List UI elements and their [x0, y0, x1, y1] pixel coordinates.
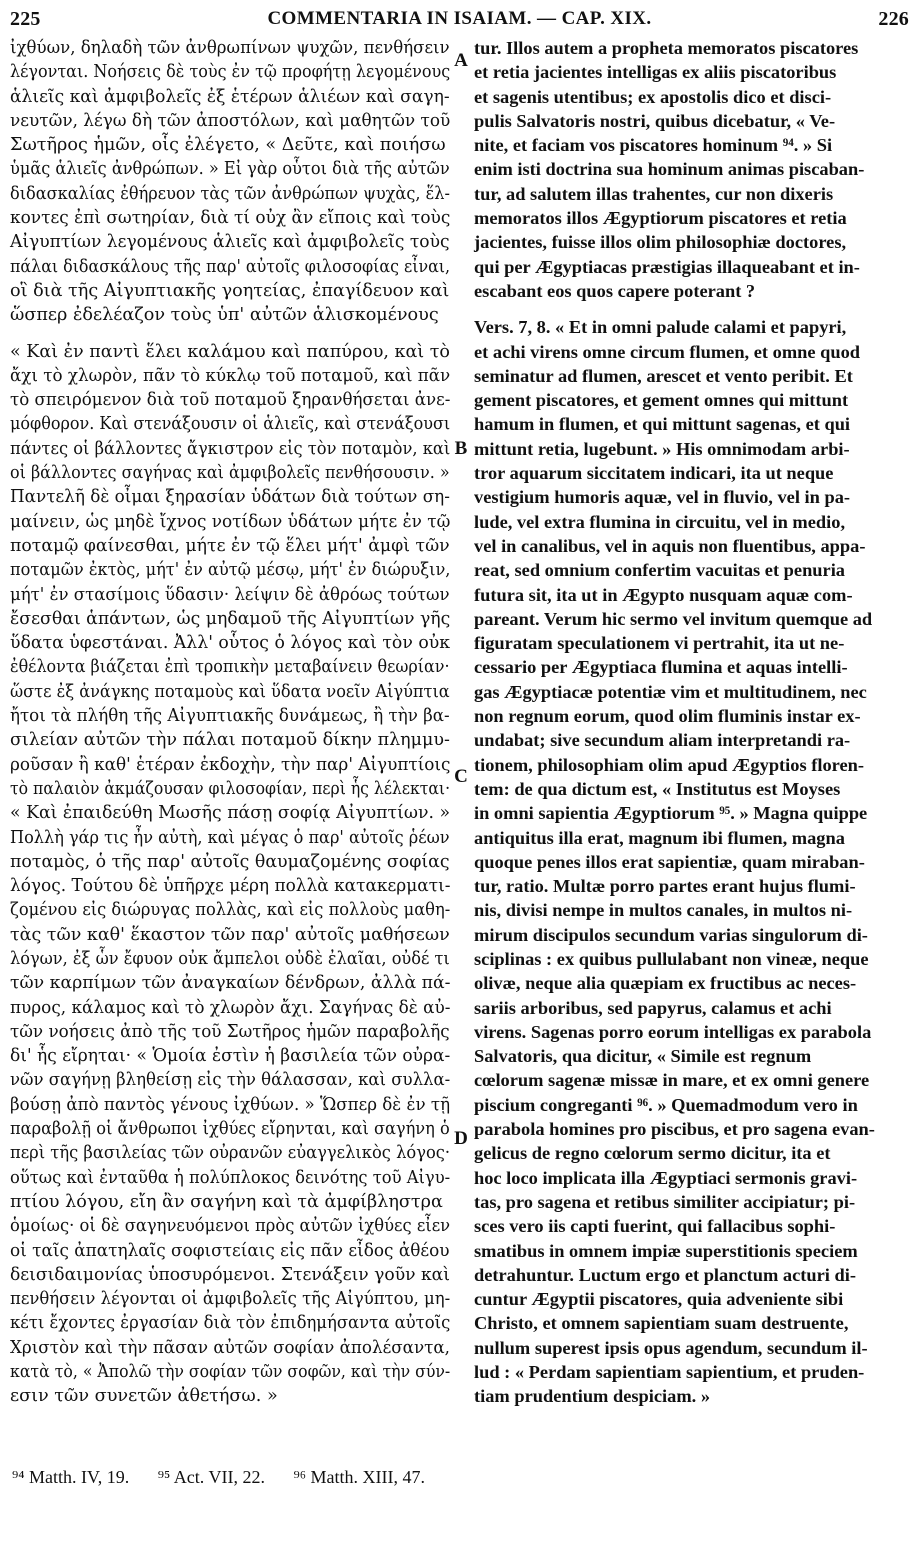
- text-line: tiam prudentium despiciam. »: [474, 1386, 711, 1407]
- text-line: virens. Sagenas porro eorum intelligas ex parabola: [474, 1021, 872, 1042]
- text-line: qui per Ægyptiacas præstigias illaqueabant et in-: [474, 256, 860, 277]
- text-line: hoc loco implicata illa Ægyptiaci sermonis gravi-: [474, 1167, 858, 1188]
- text-line: πάντες οἱ βάλλοντες ἄγκιστρον εἰς τὸν ποταμὸν, καὶ: [10, 438, 451, 459]
- text-line: vel in canalibus, vel in aquis non fluentibus, appa-: [474, 535, 866, 556]
- text-line: ἰχθύων, δηλαδὴ τῶν ἀνθρωπίνων ψυχῶν, πενθήσειν: [10, 38, 450, 58]
- text-line: gas Ægyptiacæ potentiæ vim et multitudinem, nec: [474, 681, 867, 702]
- footnotes: [12, 1465, 612, 1489]
- text-line: πενθήσειν λέγονται οἱ ἀμφιβολεῖς τῆς Αἰγύπτου, μη-: [10, 1289, 451, 1310]
- text-line: τὸ σπειρόμενον διὰ τοῦ ποταμοῦ ξηρανθήσεται ἀνε-: [10, 390, 451, 411]
- text-line: εσιν τῶν συνετῶν ἀθετήσω. »: [10, 1386, 278, 1407]
- text-line: pareant. Verum hic sermo vel invitum quemque ad: [474, 608, 873, 629]
- text-line: mittunt retia, lugebunt. » His omnimodam arbi-: [474, 438, 850, 459]
- text-line: Χριστὸν καὶ τὴν πᾶσαν αὐτῶν σοφίαν ἀπολέσαντα,: [10, 1337, 450, 1358]
- text-line: λόγων, ἐξ ὧν ἔφυον οὐκ ἄμπελοι οὐδὲ ἐλαῖαι, οὐδέ τι: [10, 948, 450, 969]
- running-header: [10, 6, 909, 32]
- text-line: enim isti doctrina sua hominum animas piscaban-: [474, 159, 865, 180]
- margin-letter-a: A: [454, 50, 468, 71]
- text-line: ἄχι τὸ χλωρὸν, πᾶν τὸ κύκλῳ τοῦ ποταμοῦ, καὶ πᾶν: [10, 365, 451, 386]
- text-line: non regnum eorum, quod olim fluminis instar ex-: [474, 706, 861, 727]
- text-line: et achi virens omne circum flumen, et omne quod: [474, 341, 861, 362]
- text-line: memoratos illos Ægyptiorum piscatores et retia: [474, 208, 847, 229]
- text-line: Σωτῆρος ἡμῶν, οἷς ἐλέγετο, « Δεῦτε, καὶ ποιήσω: [10, 135, 446, 156]
- text-line: τὸ παλαιὸν ἀκμάζουσαν φιλοσοφίαν, περὶ ἧς λέλεκται·: [10, 778, 451, 799]
- text-line: πάλαι διδασκάλους τῆς παρ' αὐτοῖς φιλοσοφίας εἶναι,: [10, 256, 451, 277]
- text-line: undabat; sive secundum aliam interpretandi ra-: [474, 730, 851, 751]
- text-line: tionem, philosophiam olim apud Ægyptios floren-: [474, 754, 865, 775]
- text-line: Christo, et omnem sapientiam suam destruente,: [474, 1313, 849, 1334]
- text-line: futura sit, ita ut in Ægypto nusquam aquæ com-: [474, 584, 853, 605]
- footnote-96: ⁹⁶ Matth. XIII, 47.: [293, 1467, 425, 1487]
- text-line: pulis Salvatoris nostri, quibus dicebatur, « Ve-: [474, 110, 836, 131]
- text-line: mirum discipulos secundum varias singulorum di-: [474, 924, 868, 945]
- text-line: sciplinas : ex quibus pullulabant non vineæ, neque: [474, 948, 869, 969]
- text-line: ὑμᾶς ἁλιεῖς ἀνθρώπων. » Εἰ γὰρ οὗτοι διὰ τῆς αὐτῶν: [10, 159, 450, 180]
- text-line: gement piscatores, et gement omnes qui mittunt: [474, 390, 849, 411]
- text-line: πτίου λόγου, εἴη ἂν σαγήνη καὶ τὰ ἀμφίβληστρα: [10, 1191, 443, 1212]
- text-line: « Καὶ ἐπαιδεύθη Μωσῆς πάσῃ σοφίᾳ Αἰγυπτίων. »: [10, 803, 451, 824]
- text-line: οἱ βάλλοντες σαγήνας καὶ ἀμφιβολεῖς πενθήσουσιν. »: [10, 463, 450, 484]
- text-line: ὥστε ἐξ ἀνάγκης ποταμοὺς καὶ ὕδατα νοεῖν Αἰγύπτια: [10, 681, 450, 702]
- text-line: hamum in flumen, et qui mittunt sagenas, et qui: [474, 414, 851, 435]
- text-line: lude, vel extra flumina in circuitu, vel in medio,: [474, 511, 846, 532]
- text-line: λέγονται. Νοήσεις δὲ τοὺς ἐν τῷ προφήτῃ λεγομένους: [10, 62, 451, 83]
- text-line: λόγος. Τούτου δὲ ὑπῆρχε μέρη πολλὰ κατακερματι-: [10, 876, 451, 897]
- text-line: figuratam speculationem vi pertrahit, ita ut ne-: [474, 633, 845, 654]
- text-line: παραβολῇ οἱ ἄνθρωποι ἰχθύες εἴρηνται, καὶ σαγήνη ὁ: [10, 1119, 450, 1140]
- text-line: Αἰγυπτίων λεγομένους ἁλιεῖς καὶ ἀμφιβολεῖς τοὺς: [10, 232, 450, 253]
- text-line: et retia jacientes intelligas ex aliis piscatoribus: [474, 62, 837, 83]
- text-line: detrahuntur. Luctum ergo et planctum acturi di-: [474, 1264, 856, 1285]
- text-line: ἔσεσθαι ἁπάντων, ὡς μηδαμοῦ τῆς Αἰγυπτίων γῆς: [10, 608, 451, 629]
- text-line: reat, sed omnium confertim vacuitas et penuria: [474, 560, 846, 581]
- text-line: escabant eos quos capere poterant ?: [474, 280, 756, 301]
- text-line: cuntur Ægyptii piscatores, quia adveniente sibi: [474, 1289, 844, 1310]
- text-line: seminatur ad flumen, arescet et vento peribit. Et: [474, 365, 853, 386]
- margin-letter-d: D: [454, 1128, 468, 1149]
- text-line: ὥσπερ ἐδελέαζον τοὺς ὑπ' αὐτῶν ἁλισκομένους: [10, 305, 439, 326]
- text-line: μαίνειν, ὡς μηδὲ ἴχνος νοτίδων ὑδάτων μήτε ἐν τῷ: [10, 511, 451, 532]
- text-line: tur. Illos autem a propheta memoratos piscatores: [474, 38, 859, 58]
- text-line: οὕτως καὶ ἐνταῦθα ἡ πολύπλοκος δεινότης τοῦ Αἰγυ-: [10, 1167, 451, 1188]
- text-line: πυρος, κάλαμος καὶ τὸ χλωρὸν ἄχι. Σαγήνας δὲ αὐ-: [10, 997, 451, 1018]
- text-line: nite, et faciam vos piscatores hominum ⁹⁴. » Si: [474, 135, 833, 156]
- text-line: ποταμῶν ἐκτὸς, μήτ' ἐν αὐτῷ μέσῳ, μήτ' ἐν διώρυξιν,: [10, 560, 451, 581]
- text-line: sces vero iis capti fuerint, qui fallacibus sophi-: [474, 1216, 836, 1237]
- text-line: Salvatoris, qua dicitur, « Simile est regnum: [474, 1046, 812, 1067]
- footnote-95: ⁹⁵ Act. VII, 22.: [157, 1467, 265, 1487]
- margin-letter-b: B: [454, 438, 468, 459]
- text-line: tas, pro sagena et retibus similiter accipiatur; pi-: [474, 1191, 856, 1212]
- text-line: olivæ, neque alia quæpiam ex fructibus ac neces-: [474, 973, 857, 994]
- text-line: δι' ἧς εἴρηται· « Ὁμοία ἐστὶν ἡ βασιλεία τῶν οὐρα-: [10, 1046, 451, 1067]
- text-line: nis, divisi nempe in multos canales, in multos ni-: [474, 900, 853, 921]
- text-line: ἤτοι τὰ πλήθη τῆς Αἰγυπτιακῆς δυνάμεως, ἢ τὴν βα-: [10, 706, 450, 727]
- footnote-94: ⁹⁴ Matth. IV, 19.: [12, 1467, 130, 1487]
- text-line: σιλείαν αὐτῶν τὴν πάλαι ποταμοῦ δίκην πλημμυ-: [10, 730, 450, 751]
- text-line: sariis arboribus, sed papyrus, calamus et achi: [474, 997, 832, 1018]
- text-line: « Καὶ ἐν παντὶ ἕλει καλάμου καὶ παπύρου, καὶ τὸ: [10, 341, 450, 362]
- text-line: κέτι ἔχοντες ἐργασίαν διὰ τὸν ἐπιδημήσαντα αὐτοῖς: [10, 1313, 451, 1334]
- text-line: vestigium humoris aquæ, vel in fluvio, vel in pa-: [474, 487, 851, 508]
- text-line: ἁλιεῖς καὶ ἀμφιβολεῖς ἐξ ἑτέρων ἁλιέων καὶ σαγη-: [10, 86, 450, 107]
- text-line: ἐθέλοντα βιάζεται ἐπὶ τροπικὴν μεταβαίνειν θεωρίαν·: [10, 657, 450, 678]
- text-line: tur, ad salutem illas trahentes, cur non dixeris: [474, 183, 834, 204]
- text-line: antiquitus illa erat, magnum ibi flumen, magna: [474, 827, 845, 848]
- text-line: ροῦσαν ἢ καθ' ἑτέραν ἐκδοχὴν, τὴν παρ' Αἰγυπτίοις: [10, 754, 451, 775]
- text-line: quoque penes illos erat sapientiæ, quam miraban-: [474, 851, 865, 872]
- text-line: μόφθορον. Καὶ στενάξουσιν οἱ ἁλιεῖς, καὶ στενάξουσι: [10, 414, 451, 435]
- text-line: νῶν σαγήνῃ βληθείσῃ εἰς τὴν θάλασσαν, καὶ συλλα-: [10, 1070, 451, 1091]
- text-line: τῶν νοήσεις ἀπὸ τῆς τοῦ Σωτῆρος ἡμῶν παραβολῆς: [10, 1021, 450, 1042]
- text-line: cessario per Ægyptiaca flumina et aquas intelli-: [474, 657, 848, 678]
- text-line: tror aquarum siccitatem indicari, ita ut neque: [474, 463, 834, 484]
- text-line: cœlorum sagenæ missæ in mare, et ex omni genere: [474, 1070, 870, 1091]
- text-line: piscium congreganti ⁹⁶. » Quemadmodum vero in: [474, 1094, 858, 1115]
- text-line: τῶν καρπίμων τῶν ἀναγκαίων δένδρων, ἀλλὰ πά-: [10, 973, 451, 994]
- text-line: nullum superest ipsis opus agendum, secundum il-: [474, 1337, 868, 1358]
- text-line: κοντες ἐπὶ σωτηρίαν, διὰ τί οὐχ ἂν εἴποις καὶ τοὺς: [10, 208, 451, 229]
- text-line: lud : « Perdam sapientiam sapientium, et pruden-: [474, 1362, 865, 1383]
- text-line: et sagenis utentibus; ex apostolis dico et disci-: [474, 86, 832, 107]
- text-line: βούσῃ ἀπὸ παντὸς γένους ἰχθύων. » Ὥσπερ δὲ ἐν τῇ: [10, 1094, 451, 1115]
- text-line: in omni sapientia Ægyptiorum ⁹⁵. » Magna quippe: [474, 803, 868, 824]
- text-line: tur, ratio. Multæ porro partes erant hujus flumi-: [474, 876, 856, 897]
- text-line: οἳ διὰ τῆς Αἰγυπτιακῆς γοητείας, ἐπαγίδευον καὶ: [10, 280, 450, 301]
- text-line: κατὰ τὸ, « Ἀπολῶ τὴν σοφίαν τῶν σοφῶν, καὶ τὴν σύν-: [10, 1362, 451, 1383]
- text-line: parabola homines pro piscibus, et pro sagena evan-: [474, 1119, 875, 1140]
- text-line: Πολλὴ γάρ τις ἦν αὐτὴ, καὶ μέγας ὁ παρ' αὐτοῖς ῥέων: [10, 827, 450, 848]
- text-line: jacientes, fuisse illos olim philosophiæ doctores,: [474, 232, 847, 253]
- page-number-right: 226: [878, 8, 909, 30]
- text-line: οἱ ταῖς ἀπατηλαῖς σοφιστείαις εἰς πᾶν εἶδος ἀθέου: [10, 1240, 450, 1261]
- text-line: νευτῶν, λέγω δὴ τῶν ἀποστόλων, καὶ μαθητῶν τοῦ: [10, 110, 451, 131]
- margin-letter-c: C: [454, 766, 468, 787]
- text-line: ὕδατα ὑφεστάναι. Ἀλλ' οὗτος ὁ λόγος καὶ τὸν οὐκ: [10, 633, 451, 654]
- text-line: tem: de qua dictum est, « Institutus est Moyses: [474, 778, 841, 799]
- text-line: gelicus de regno cœlorum sermo dicitur, ita et: [474, 1143, 831, 1164]
- page-number-left: 225: [10, 8, 41, 30]
- text-line: μήτ' ἐν στασίμοις ὕδασιν· λείψιν δὲ ἀθρόως τούτων: [10, 584, 450, 605]
- text-line: ποταμῷ φαίνεσθαι, μήτε ἐν τῷ ἕλει μήτ' ἀμφὶ τῶν: [10, 535, 450, 556]
- text-line: ὁμοίως· οἱ δὲ σαγηνευόμενοι πρὸς αὐτῶν ἰχθύες εἶεν: [10, 1216, 451, 1237]
- text-line: smatibus in omnem impiæ superstitionis speciem: [474, 1240, 858, 1261]
- text-line: Vers. 7, 8. « Et in omni palude calami et papyri,: [474, 317, 847, 338]
- greek-column: [10, 36, 450, 1409]
- running-title: COMMENTARIA IN ISAIAM. — CAP. XIX.: [267, 8, 652, 29]
- text-line: ποταμὸς, ὁ τῆς παρ' αὐτοῖς θαυμαζομένης σοφίας: [10, 851, 450, 872]
- text-line: Παντελῆ δὲ οἶμαι ξηρασίαν ὑδάτων διὰ τούτων ση-: [10, 487, 450, 508]
- text-line: διδασκαλίας ἐθήρευον τὰς τῶν ἀνθρώπων ψυχὰς, ἕλ-: [10, 183, 450, 204]
- text-line: ζομένου εἰς διώρυγας πολλὰς, καὶ εἰς πολλοὺς μαθη-: [10, 900, 451, 921]
- text-line: δεισιδαιμονίας ὑποσυρόμενοι. Στενάξειν γοῦν καὶ: [10, 1264, 450, 1285]
- text-line: περὶ τῆς βασιλείας τῶν οὐρανῶν εὐαγγελικὸς λόγος·: [10, 1143, 451, 1164]
- text-line: τὰς τῶν καθ' ἕκαστον τῶν παρ' αὐτοῖς μαθήσεων: [10, 924, 450, 945]
- latin-column: [474, 36, 906, 1409]
